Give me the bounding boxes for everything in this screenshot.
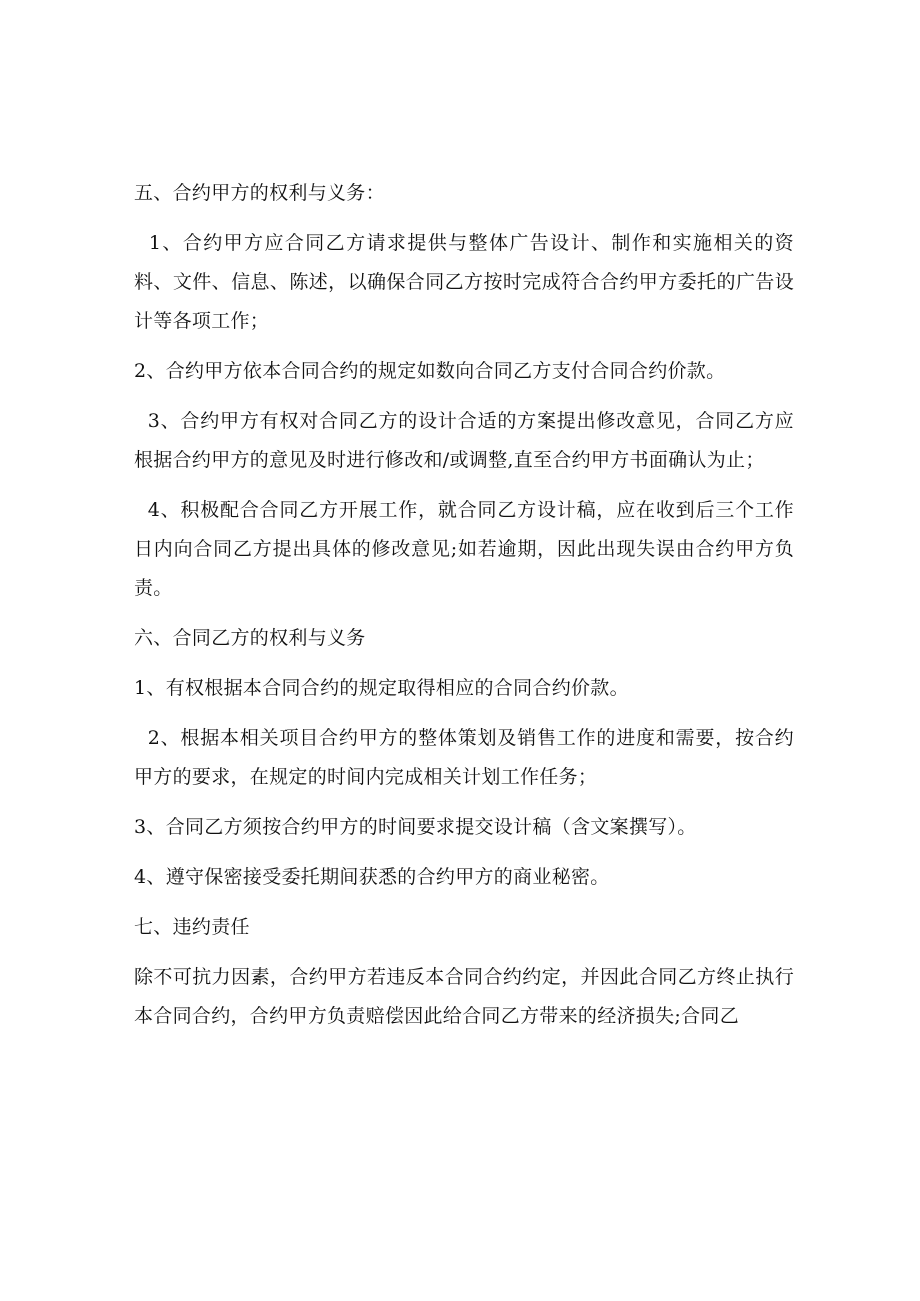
section-heading-6: 六、合同乙方的权利与义务 [134, 627, 366, 649]
paragraph-5-4: 4、积极配合合同乙方开展工作，就合同乙方设计稿，应在收到后三个工作日内向合同乙方提出具体的修改意见;如若逾期，因此出现失误由合约甲方负责。 [134, 499, 794, 599]
document-body [134, 174, 794, 1036]
section-heading-7: 七、违约责任 [134, 916, 250, 938]
paragraph-6-1: 1、有权根据本合同合约的规定取得相应的合同合约价款。 [134, 677, 629, 699]
paragraph-5-1: 1、合约甲方应合同乙方请求提供与整体广告设计、制作和实施相关的资料、文件、信息、陈述，以确保合同乙方按时完成符合合约甲方委托的广告设计等各项工作； [134, 232, 794, 332]
paragraph-5-3: 3、合约甲方有权对合同乙方的设计合适的方案提出修改意见，合同乙方应根据合约甲方的意见及时进行修改和/或调整,直至合约甲方书面确认为止； [134, 410, 794, 471]
paragraph-7-1: 除不可抗力因素，合约甲方若违反本合同合约约定，并因此合同乙方终止执行本合同合约，合约甲方负责赔偿因此给合同乙方带来的经济损失;合同乙 [134, 966, 794, 1027]
section-heading-5: 五、合约甲方的权利与义务： [134, 182, 385, 204]
paragraph-6-2: 2、根据本相关项目合约甲方的整体策划及销售工作的进度和需要，按合约甲方的要求，在规定的时间内完成相关计划工作任务； [134, 727, 794, 788]
paragraph-5-2: 2、合约甲方依本合同合约的规定如数向合同乙方支付合同合约价款。 [134, 360, 726, 382]
paragraph-6-3: 3、合同乙方须按合约甲方的时间要求提交设计稿（含文案撰写）。 [134, 816, 697, 838]
paragraph-6-4: 4、遵守保密接受委托期间获悉的合约甲方的商业秘密。 [134, 866, 610, 888]
